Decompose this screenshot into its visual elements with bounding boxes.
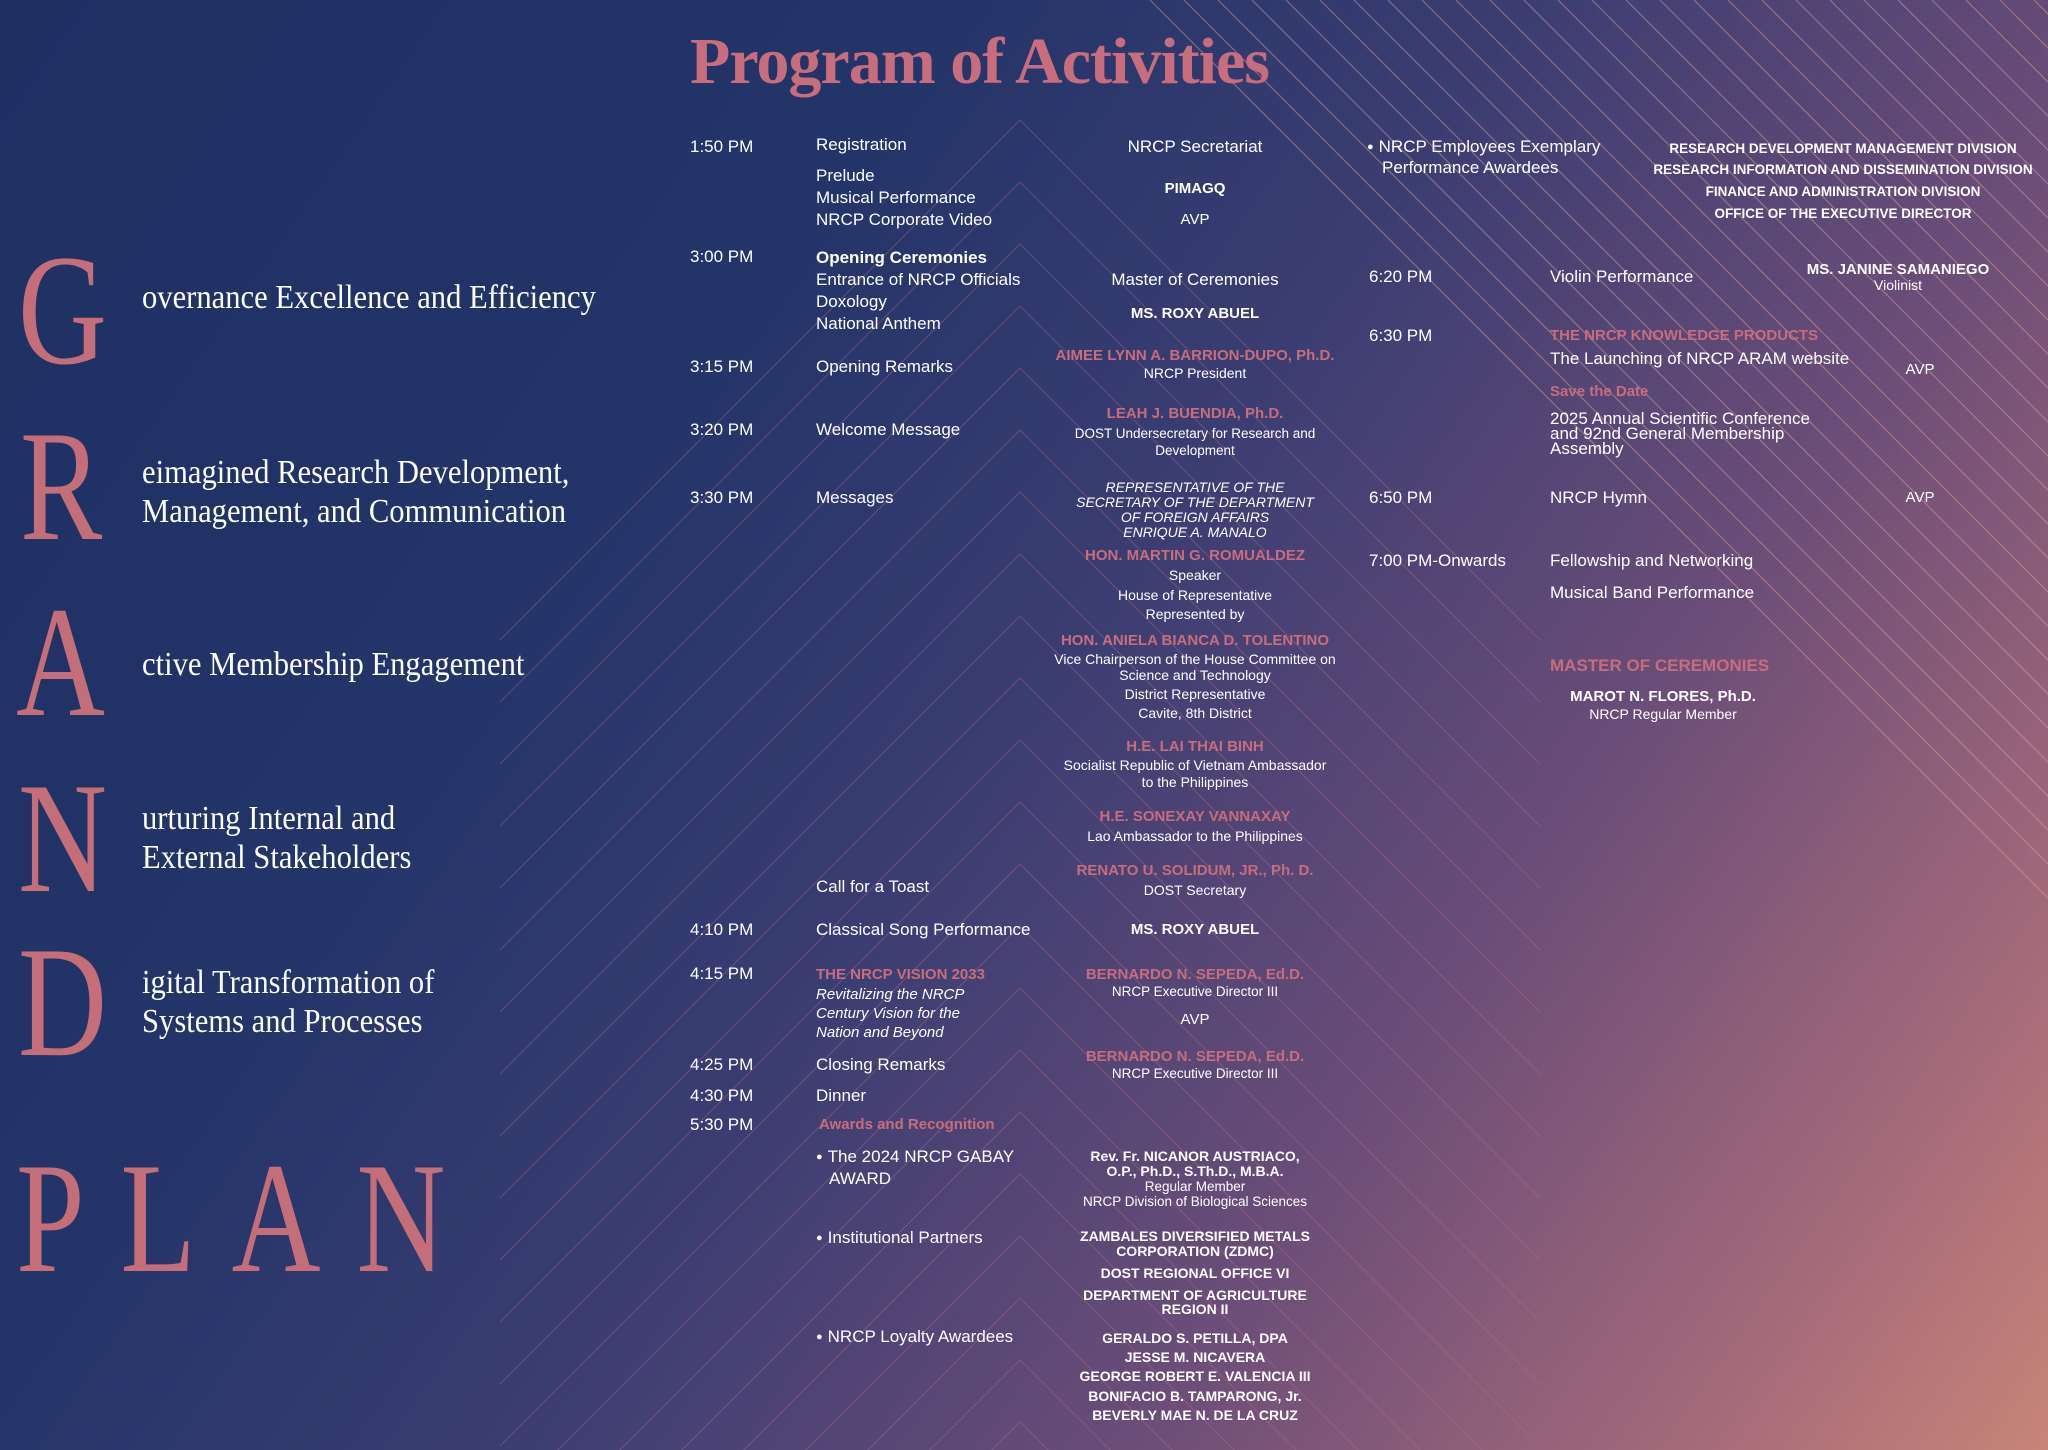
letter-n: N: [18, 751, 108, 926]
page-title: Program of Activities: [690, 25, 1269, 98]
person-bernardo-vision: BERNARDO N. SEPEDA, Ed.D.: [1085, 966, 1305, 983]
activity-hymn: NRCP Hymn: [1550, 488, 1647, 507]
time-6-30: 6:30 PM: [1369, 326, 1433, 345]
acronym-line-g: overnance Excellence and Efficiency: [142, 279, 596, 316]
activity-awards: Awards and Recognition: [819, 1116, 995, 1133]
acronym-line-d1: igital Transformation of: [142, 964, 435, 1001]
chevron-line: [500, 988, 1540, 1450]
division-rdmd: RESEARCH DEVELOPMENT MANAGEMENT DIVISION: [1669, 141, 2017, 156]
role-lai-1: Socialist Republic of Vietnam Ambassador: [1063, 757, 1327, 773]
activity-closing: Closing Remarks: [816, 1055, 946, 1074]
award-loyalty: ● NRCP Loyalty Awardees: [816, 1327, 1013, 1347]
time-3-30: 3:30 PM: [690, 488, 754, 507]
loyalty-awardee: BONIFACIO B. TAMPARONG, Jr.: [1088, 1388, 1302, 1404]
loyalty-awardee: BEVERLY MAE N. DE LA CRUZ: [1092, 1407, 1298, 1423]
division-oed: OFFICE OF THE EXECUTIVE DIRECTOR: [1714, 206, 1972, 221]
activity-classical: Classical Song Performance: [816, 920, 1031, 939]
activity-anthem: National Anthem: [816, 314, 941, 333]
person-martin: HON. MARTIN G. ROMUALDEZ: [1085, 547, 1305, 564]
person-aniela: HON. ANIELA BIANCA D. TOLENTINO: [1060, 632, 1330, 649]
diagonal-line: [2000, 0, 2048, 1450]
rep-line-4: ENRIQUE A. MANALO: [1123, 524, 1267, 540]
plan-word: PLAN: [16, 1131, 482, 1306]
conf-line-2: and 92nd General Membership: [1550, 424, 1785, 443]
role-regular-member: Regular Member: [1144, 1179, 1246, 1194]
activity-welcome: Welcome Message: [816, 420, 961, 439]
role-house: House of Representative: [1117, 587, 1273, 603]
time-3-20: 3:20 PM: [690, 420, 754, 439]
chevron-line: [500, 616, 1540, 1136]
time-3-15: 3:15 PM: [690, 357, 754, 376]
rep-line-2: SECRETARY OF THE DEPARTMENT: [1076, 494, 1314, 510]
chevron-line: [500, 1050, 1540, 1450]
acronym-line-n2: External Stakeholders: [142, 839, 412, 876]
letter-g: G: [18, 223, 108, 398]
conf-line-1: 2025 Annual Scientific Conference: [1550, 409, 1810, 428]
person-bernardo-closing: BERNARDO N. SEPEDA, Ed.D.: [1085, 1048, 1305, 1065]
person-janine: MS. JANINE SAMANIEGO: [1806, 261, 1990, 278]
loyalty-awardee: GEORGE ROBERT E. VALENCIA III: [1079, 1368, 1311, 1384]
diagonal-line: [2034, 0, 2048, 1450]
chevron-line: [500, 182, 1540, 702]
activity-knowledge: THE NRCP KNOWLEDGE PRODUCTS: [1550, 327, 1819, 344]
role-sonexay: Lao Ambassador to the Philippines: [1087, 828, 1303, 844]
award-institutional: ● Institutional Partners: [816, 1228, 983, 1248]
role-aniela-2: Science and Technology: [1119, 667, 1271, 683]
partner-zdmc-2: CORPORATION (ZDMC): [1116, 1243, 1274, 1259]
chevron-line: [500, 1236, 1540, 1450]
activity-vision: THE NRCP VISION 2033: [816, 966, 985, 983]
person-renato: RENATO U. SOLIDUM, JR., Ph. D.: [1076, 862, 1314, 879]
chevron-line: [500, 1112, 1540, 1450]
time-6-20: 6:20 PM: [1369, 267, 1433, 286]
partner-da-1: DEPARTMENT OF AGRICULTURE: [1083, 1287, 1307, 1303]
chevron-line: [500, 802, 1540, 1322]
activity-vision-line2: Century Vision for the: [816, 1005, 960, 1022]
award-employees-line2: Performance Awardees: [1382, 158, 1559, 177]
activity-violin: Violin Performance: [1550, 267, 1694, 286]
activity-band: Musical Band Performance: [1550, 583, 1755, 602]
role-leah-1: DOST Undersecretary for Research and: [1074, 426, 1316, 441]
time-3-00: 3:00 PM: [690, 247, 754, 266]
activity-entrance: Entrance of NRCP Officials: [816, 270, 1021, 289]
avp-video: AVP: [1180, 211, 1210, 228]
chevron-line: [500, 430, 1540, 950]
acronym-line-r2: Management, and Communication: [142, 493, 567, 530]
activity-launch: The Launching of NRCP ARAM website: [1550, 349, 1850, 368]
moc-label: MASTER OF CEREMONIES: [1550, 656, 1770, 675]
chevron-line: [500, 1360, 1540, 1450]
person-pimagq: PIMAGQ: [1164, 180, 1226, 197]
rep-line-3: OF FOREIGN AFFAIRS: [1120, 509, 1270, 525]
diagonal-line: [1966, 0, 2048, 1450]
chevron-line: [500, 926, 1540, 1446]
time-5-30: 5:30 PM: [690, 1115, 754, 1134]
person-secretariat: NRCP Secretariat: [1127, 137, 1263, 156]
role-violinist: Violinist: [1874, 277, 1922, 293]
time-4-30: 4:30 PM: [690, 1086, 754, 1105]
activity-toast: Call for a Toast: [816, 877, 930, 896]
acronym-line-a: ctive Membership Engagement: [142, 646, 525, 683]
avp-launch: AVP: [1905, 361, 1935, 378]
activity-dinner: Dinner: [816, 1086, 867, 1105]
time-7-00: 7:00 PM-Onwards: [1369, 551, 1506, 570]
activity-musical: Musical Performance: [816, 188, 976, 207]
chevron-line: [500, 864, 1540, 1384]
activity-vision-line1: Revitalizing the NRCP: [816, 986, 965, 1003]
role-leah-2: Development: [1155, 443, 1235, 458]
award-gabay: ● The 2024 NRCP GABAY: [816, 1147, 1014, 1167]
partner-da-2: REGION II: [1161, 1301, 1229, 1317]
role-exec-closing: NRCP Executive Director III: [1111, 1066, 1279, 1081]
person-lai: H.E. LAI THAI BINH: [1126, 738, 1264, 755]
letter-d: D: [18, 915, 108, 1090]
person-leah: LEAH J. BUENDIA, Ph.D.: [1106, 405, 1284, 422]
activity-fellowship: Fellowship and Networking: [1550, 551, 1754, 570]
avp-vision: AVP: [1180, 1011, 1210, 1028]
division-fad: FINANCE AND ADMINISTRATION DIVISION: [1705, 184, 1981, 199]
activity-registration: Registration: [816, 135, 907, 154]
division-ridd: RESEARCH INFORMATION AND DISSEMINATION DIVISION: [1653, 162, 2033, 177]
loyalty-awardee: JESSE M. NICAVERA: [1124, 1349, 1266, 1365]
partner-dost6: DOST REGIONAL OFFICE VI: [1100, 1265, 1290, 1281]
role-aniela-3: District Representative: [1124, 686, 1266, 702]
person-nicanor-2: O.P., Ph.D., S.Th.D., M.B.A.: [1106, 1163, 1284, 1179]
chevron-line: [500, 368, 1540, 888]
conf-line-3: Assembly: [1550, 439, 1624, 458]
activity-vision-line3: Nation and Beyond: [816, 1024, 944, 1041]
loyalty-awardee: GERALDO S. PETILLA, DPA: [1102, 1330, 1288, 1346]
activity-save-date: Save the Date: [1550, 383, 1649, 400]
chevron-line: [500, 1422, 1540, 1450]
role-lai-2: to the Philippines: [1141, 774, 1249, 790]
person-sonexay: H.E. SONEXAY VANNAXAY: [1099, 808, 1291, 825]
chevron-line: [500, 740, 1540, 1260]
chevron-line: [500, 1298, 1540, 1450]
person-roxy-song: MS. ROXY ABUEL: [1130, 921, 1260, 938]
activity-opening: Opening Ceremonies: [816, 248, 987, 267]
activity-doxology: Doxology: [816, 292, 887, 311]
letter-a: A: [16, 575, 106, 750]
activity-prelude: Prelude: [816, 166, 875, 185]
time-4-15: 4:15 PM: [690, 964, 754, 983]
avp-hymn: AVP: [1905, 489, 1935, 506]
acronym-line-n1: urturing Internal and: [142, 800, 396, 837]
acronym-line-d2: Systems and Processes: [142, 1003, 423, 1040]
time-1-50: 1:50 PM: [690, 137, 754, 156]
person-marot: MAROT N. FLORES, Ph.D.: [1570, 688, 1756, 705]
person-aimee: AIMEE LYNN A. BARRION-DUPO, Ph.D.: [1055, 347, 1335, 364]
chevron-line: [500, 554, 1540, 1074]
role-repby: Represented by: [1145, 606, 1245, 622]
role-speaker: Speaker: [1168, 567, 1222, 583]
person-nicanor-1: Rev. Fr. NICANOR AUSTRIACO,: [1090, 1148, 1300, 1164]
role-exec-vision: NRCP Executive Director III: [1111, 984, 1279, 999]
time-6-50: 6:50 PM: [1369, 488, 1433, 507]
award-gabay-line2: AWARD: [829, 1169, 892, 1188]
role-moc: Master of Ceremonies: [1111, 270, 1279, 289]
partner-zdmc-1: ZAMBALES DIVERSIFIED METALS: [1080, 1228, 1310, 1244]
activity-video: NRCP Corporate Video: [816, 210, 993, 229]
acronym-line-r1: eimagined Research Development,: [142, 454, 570, 491]
time-4-25: 4:25 PM: [690, 1055, 754, 1074]
role-president: NRCP President: [1143, 365, 1247, 381]
activity-messages: Messages: [816, 488, 894, 507]
rep-line-1: REPRESENTATIVE OF THE: [1105, 479, 1285, 495]
role-dost-secretary: DOST Secretary: [1143, 882, 1247, 898]
activity-opening-remarks: Opening Remarks: [816, 357, 954, 376]
award-employees: ● NRCP Employees Exemplary: [1367, 137, 1600, 157]
role-aniela-1: Vice Chairperson of the House Committee on: [1054, 651, 1336, 667]
person-roxy: MS. ROXY ABUEL: [1130, 305, 1260, 322]
role-marot: NRCP Regular Member: [1589, 706, 1737, 722]
time-4-10: 4:10 PM: [690, 920, 754, 939]
chevron-line: [500, 1174, 1540, 1450]
role-aniela-4: Cavite, 8th District: [1138, 705, 1252, 721]
role-biosci: NRCP Division of Biological Sciences: [1082, 1194, 1308, 1209]
letter-r: R: [20, 399, 103, 574]
